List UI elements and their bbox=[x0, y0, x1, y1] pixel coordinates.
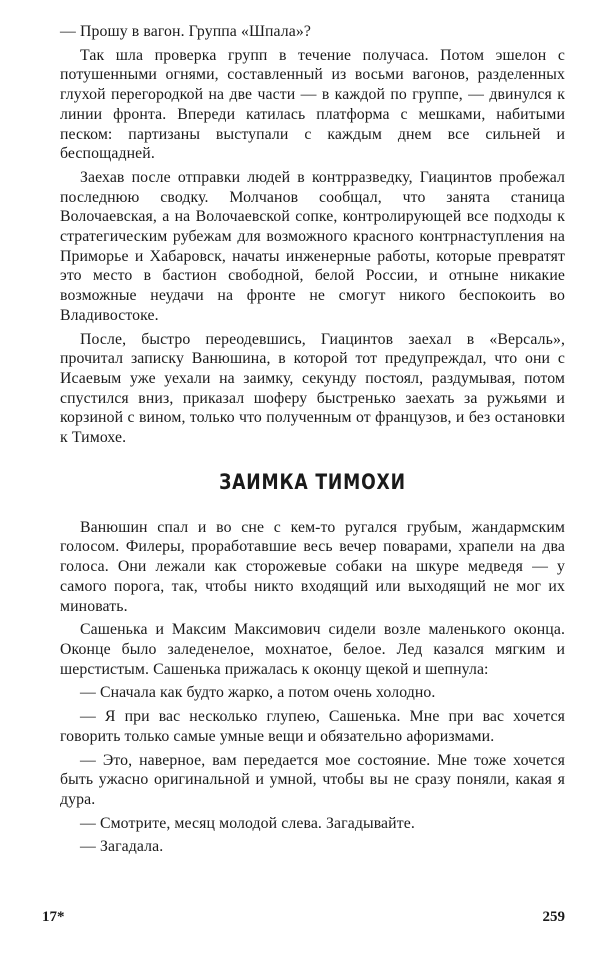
paragraph: Сашенька и Максим Максимович сидели возле маленького оконца. Оконце было заледенелое, мохнатое, белое. Лед казался мягким и шерстистым. Сашенька прижалась к оконцу щекой и шепнула: bbox=[60, 621, 565, 678]
paragraph: Ванюшин спал и во сне с кем-то ругался грубым, жандармским голосом. Филеры, проработавшие весь вечер поварами, храпели на два голоса. Они лежали как сторожевые собаки на шкуре медведя — у самого порога, так, чтобы никто входящий или выходящий не мог их миновать. bbox=[60, 518, 565, 615]
paragraph: Так шла проверка групп в течение получаса. Потом эшелон с потушенными огнями, составленный из восьми вагонов, разделенных глухой перегородкой на две части — в каждой по группе, — двинулся к линии фронта. Впереди катилась платформа с мешками, набитыми песком: партизаны выступали с каждым днем все сильней и беспощадней. bbox=[60, 46, 565, 163]
paragraph: После, быстро переодевшись, Гиацинтов заехал в «Версаль», прочитал записку Ванюшина, в которой тот предупреждал, что они с Исаевым уже уехали на заимку, секунду постоял, раздумывая, потом спустился вниз, приказал шоферу быстренько заехать за ружьями и корзиной с вином, только что полученным от французов, и без остановки к Тимохе. bbox=[60, 330, 565, 447]
printer-signature: 17* bbox=[42, 909, 65, 925]
dialog-line: — Я при вас несколько глупею, Сашенька. Мне при вас хочется говорить только самые умные вещи и обязательно афоризмами. bbox=[60, 708, 565, 745]
chapter-title: ЗАИМКА ТИМОХИ bbox=[219, 469, 406, 494]
paragraph: Заехав после отправки людей в контрразведку, Гиацинтов пробежал последнюю сводку. Молчанов сообщал, что занята станица Волочаевская, а на Волочаевской сопке, контролирующей все подходы к стратегическим рубежам для возможного красного контрнаступления на Приморье и Хабаровск, начаты инженерные работы, которые превратят это место в бастион свободной, белой России, и отныне никакие возможные неудачи на фронте не смогут никого беспокоить во Владивостоке. bbox=[60, 168, 565, 324]
page-footer bbox=[42, 909, 565, 933]
dialog-line: — Загадала. bbox=[80, 838, 164, 856]
book-page bbox=[42, 22, 565, 932]
text-block-top bbox=[60, 22, 565, 448]
paragraph: — Прошу в вагон. Группа «Шпала»? bbox=[60, 23, 312, 40]
dialog-line: — Это, наверное, вам передается мое состояние. Мне тоже хочется быть ужасно оригинальной и умной, чтобы вы не сразу поняли, какая я дура. bbox=[60, 751, 565, 808]
page-number: 259 bbox=[542, 909, 565, 925]
dialog-line: — Сначала как будто жарко, а потом очень холодно. bbox=[80, 684, 436, 702]
dialog-line: — Смотрите, месяц молодой слева. Загадывайте. bbox=[80, 814, 415, 832]
text-block-bottom bbox=[60, 518, 565, 857]
